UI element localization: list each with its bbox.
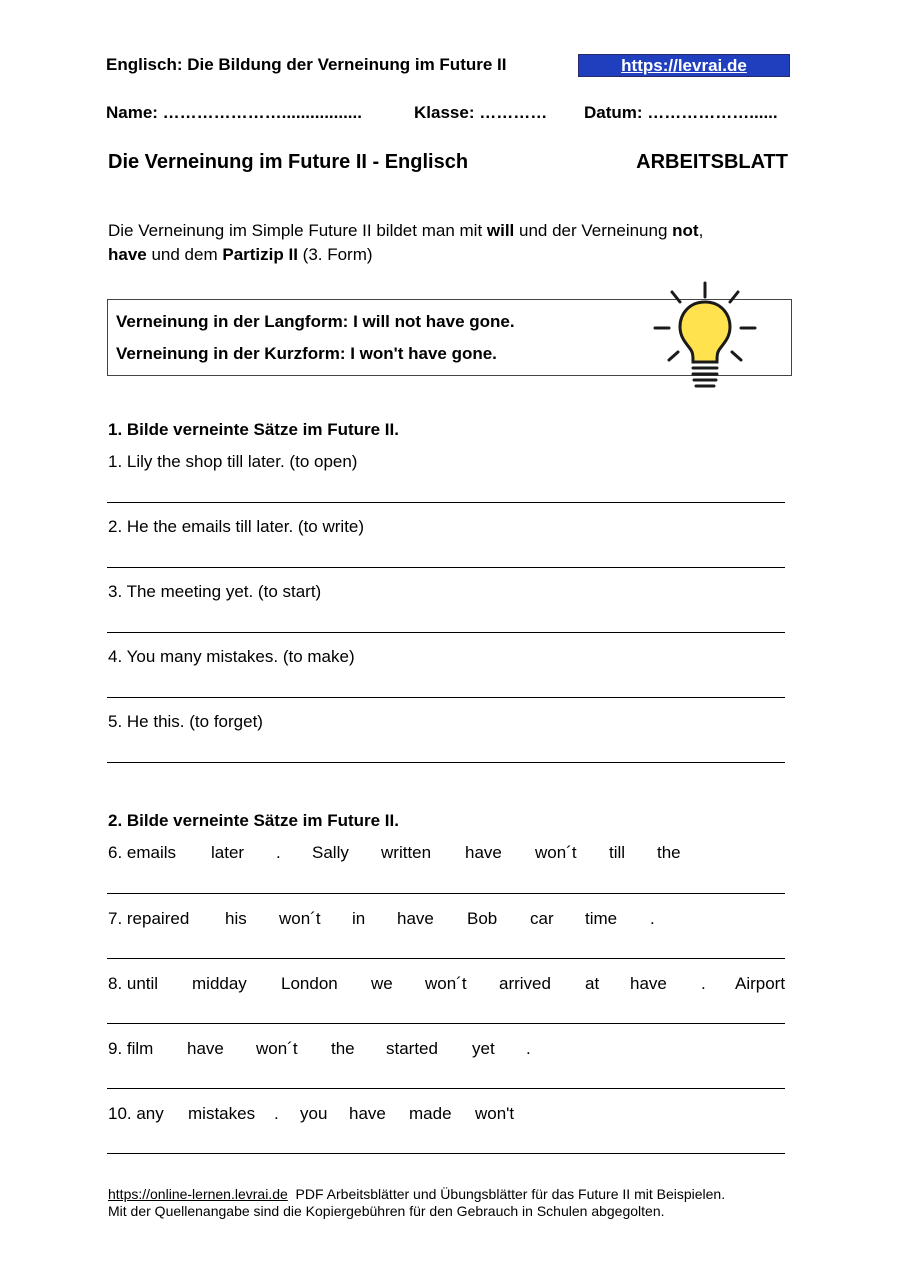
- header-title: Englisch: Die Bildung der Verneinung im Future II: [106, 55, 507, 74]
- site-link-text[interactable]: https://levrai.de: [621, 55, 747, 75]
- word-token: later: [211, 843, 245, 862]
- word-token: won´t: [535, 843, 577, 862]
- word-token: you: [300, 1104, 328, 1123]
- word-token: the: [657, 843, 681, 862]
- footer-text: PDF Arbeitsblätter und Übungsblätter für das Future II mit Beispielen.: [287, 1186, 726, 1202]
- word-token: have: [349, 1104, 386, 1123]
- word-token: have: [397, 909, 434, 928]
- word-token: Bob: [467, 909, 498, 928]
- intro-text: und dem: [146, 245, 223, 264]
- rule-short-form: Verneinung in der Kurzform: I won't have gone.: [116, 344, 497, 363]
- section-2-title: 2. Bilde verneinte Sätze im Future II.: [108, 811, 399, 830]
- exercise-6-words: [0, 843, 901, 865]
- word-token: won´t: [256, 1039, 298, 1058]
- word-token: 8. until: [108, 974, 159, 993]
- exercise-4-text: 4. You many mistakes. (to make): [108, 647, 355, 666]
- word-token: at: [585, 974, 600, 993]
- word-token: London: [281, 974, 338, 993]
- exercise-5-text: 5. He this. (to forget): [108, 712, 263, 731]
- answer-line-1[interactable]: [107, 502, 785, 503]
- word-token: won't: [475, 1104, 515, 1123]
- date-field-label: Datum: ………………......: [584, 103, 778, 122]
- intro-text: und der Verneinung: [514, 221, 673, 240]
- answer-line-7[interactable]: [107, 958, 785, 959]
- word-token: the: [331, 1039, 355, 1058]
- name-field-label: Name: ………………….................: [106, 103, 362, 122]
- intro-bold-have: have: [108, 245, 147, 264]
- intro-bold-not: not: [672, 221, 699, 240]
- footer-link[interactable]: https://online-lernen.levrai.de: [108, 1186, 288, 1202]
- intro-paragraph: [108, 219, 788, 267]
- word-token: 7. repaired: [108, 909, 190, 928]
- word-token: car: [530, 909, 554, 928]
- exercise-2-text: 2. He the emails till later. (to write): [108, 517, 365, 536]
- word-token: Sally: [312, 843, 349, 862]
- word-token: made: [409, 1104, 452, 1123]
- word-token: .: [276, 843, 281, 862]
- word-token: written: [381, 843, 432, 862]
- intro-bold-partizip: Partizip II: [222, 245, 298, 264]
- answer-line-6[interactable]: [107, 893, 785, 894]
- exercise-10-words: [0, 1104, 901, 1126]
- footer-line-1: [108, 1186, 725, 1203]
- word-token: mistakes: [188, 1104, 256, 1123]
- word-token: Airport: [735, 974, 786, 993]
- intro-text: (3. Form): [297, 245, 373, 264]
- exercise-3-text: 3. The meeting yet. (to start): [108, 582, 322, 601]
- answer-line-3[interactable]: [107, 632, 785, 633]
- word-token: .: [526, 1039, 531, 1058]
- word-token: 9. film: [108, 1039, 154, 1058]
- word-token: yet: [472, 1039, 495, 1058]
- word-token: have: [465, 843, 502, 862]
- word-token: in: [352, 909, 366, 928]
- word-token: time: [585, 909, 618, 928]
- answer-line-10[interactable]: [107, 1153, 785, 1154]
- intro-text: Die Verneinung im Simple Future II bildet man mit: [108, 221, 487, 240]
- word-token: his: [225, 909, 247, 928]
- word-token: .: [701, 974, 706, 993]
- exercise-1-text: 1. Lily the shop till later. (to open): [108, 452, 358, 471]
- word-token: won´t: [279, 909, 321, 928]
- answer-line-9[interactable]: [107, 1088, 785, 1089]
- intro-text: ,: [698, 221, 704, 240]
- exercise-8-words: [0, 974, 901, 996]
- worksheet-label: ARBEITSBLATT: [636, 151, 788, 173]
- answer-line-8[interactable]: [107, 1023, 785, 1024]
- word-token: till: [609, 843, 626, 862]
- intro-bold-will: will: [486, 221, 515, 240]
- word-token: have: [630, 974, 667, 993]
- section-1-title: 1. Bilde verneinte Sätze im Future II.: [108, 420, 399, 439]
- footer: [108, 1186, 725, 1220]
- class-field-label: Klasse: …………: [414, 103, 548, 122]
- word-token: arrived: [499, 974, 551, 993]
- rule-long-form: Verneinung in der Langform: I will not have gone.: [116, 312, 515, 331]
- word-token: we: [371, 974, 393, 993]
- worksheet-title: Die Verneinung im Future II - Englisch: [108, 151, 469, 173]
- word-token: 6. emails: [108, 843, 177, 862]
- word-token: .: [650, 909, 655, 928]
- site-link-button[interactable]: [578, 54, 790, 77]
- word-token: midday: [192, 974, 247, 993]
- word-token: started: [386, 1039, 438, 1058]
- lightbulb-icon: [652, 280, 758, 392]
- answer-line-5[interactable]: [107, 762, 785, 763]
- answer-line-4[interactable]: [107, 697, 785, 698]
- footer-line-2: Mit der Quellenangabe sind die Kopiergebühren für den Gebrauch in Schulen abgegolten.: [108, 1203, 665, 1219]
- word-token: won´t: [425, 974, 467, 993]
- answer-line-2[interactable]: [107, 567, 785, 568]
- exercise-9-words: [0, 1039, 901, 1061]
- exercise-7-words: [0, 909, 901, 931]
- word-token: .: [274, 1104, 279, 1123]
- word-token: 10. any: [108, 1104, 164, 1123]
- word-token: have: [187, 1039, 224, 1058]
